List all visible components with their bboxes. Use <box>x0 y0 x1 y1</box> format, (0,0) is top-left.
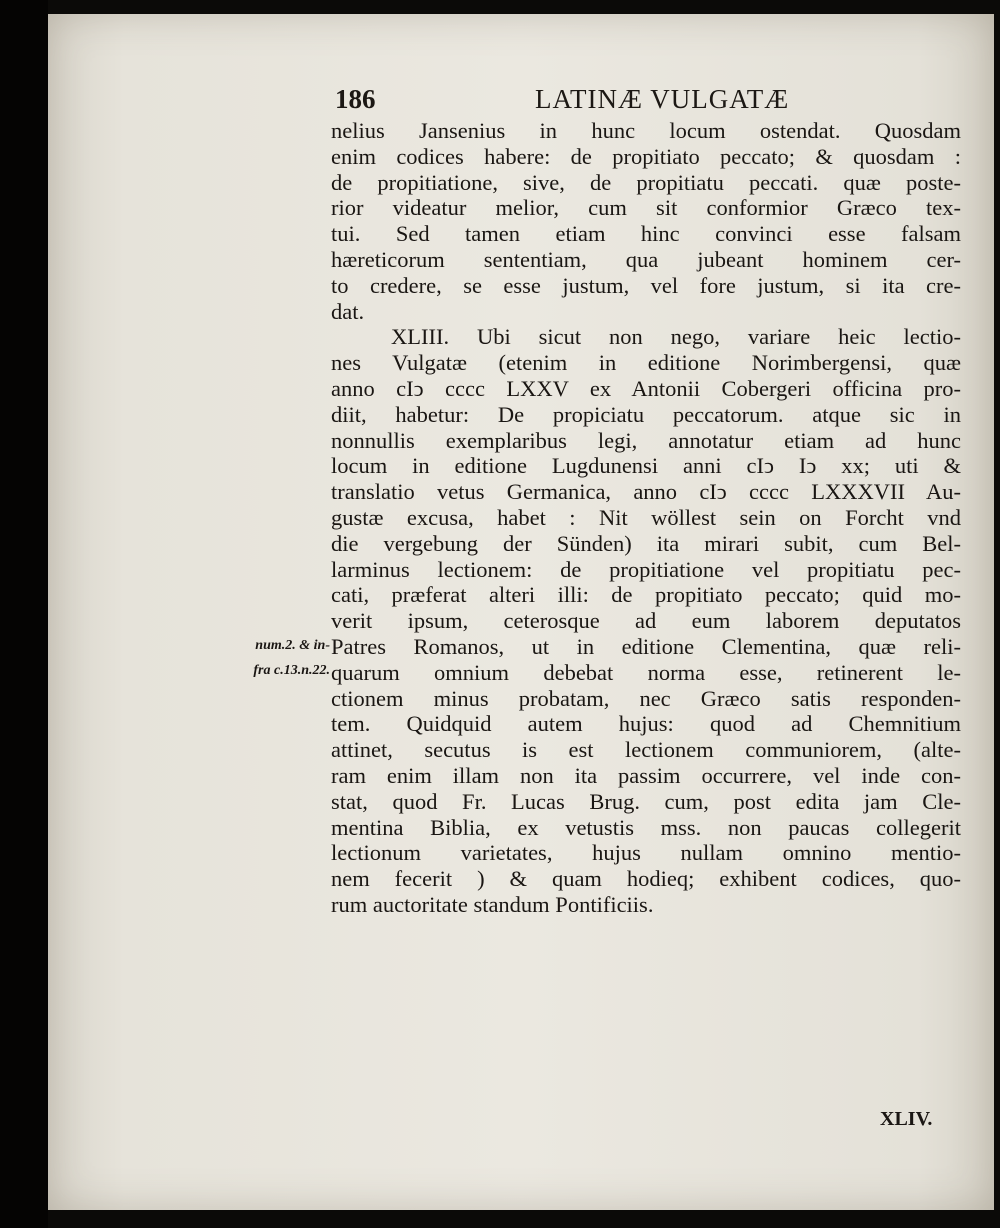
margin-note <box>200 633 330 683</box>
margin-note-line: num.2. & in- <box>255 638 330 653</box>
text-line: nem fecerit ) & quam hodieq; exhibent codices, quo- <box>331 866 961 892</box>
text-line: cati, præferat alteri illi: de propitiato peccato; quid mo- <box>331 582 961 608</box>
text-line: XLIII. Ubi sicut non nego, variare heic lectio- <box>391 324 961 350</box>
page-header <box>335 80 955 120</box>
text-line: translatio vetus Germanica, anno cIↄ cccc LXXXVII Au- <box>331 479 961 505</box>
page-number: 186 <box>335 84 376 114</box>
text-line: nonnullis exemplaribus legi, annotatur etiam ad hunc <box>331 427 961 453</box>
running-title: LATINÆ VULGATÆ <box>535 84 790 114</box>
text-line: lectionum varietates, hujus nullam omnino mentio- <box>331 840 961 866</box>
text-line: hæreticorum sententiam, qua jubeant hominem cer- <box>331 246 961 272</box>
text-line: gustæ excusa, habet : Nit wöllest sein on Forcht vnd <box>331 504 961 530</box>
text-line: quarum omnium debebat norma esse, retinerent le- <box>331 659 961 685</box>
text-line: tui. Sed tamen etiam hinc convinci esse falsam <box>331 221 961 247</box>
text-line: larminus lectionem: de propitiatione vel propitiatu pec- <box>331 556 961 582</box>
book-gutter <box>0 0 48 1228</box>
text-line: ram enim illam non ita passim occurrere, vel inde con- <box>331 762 961 788</box>
text-line: verit ipsum, ceterosque ad eum laborem deputatos <box>331 608 961 634</box>
text-line: de propitiatione, sive, de propitiatu peccati. quæ poste- <box>331 169 961 195</box>
text-line: stat, quod Fr. Lucas Brug. cum, post edita jam Cle- <box>331 788 961 814</box>
text-line: nelius Jansenius in hunc locum ostendat. Quosdam <box>331 118 961 143</box>
text-line: locum in editione Lugdunensi anni cIↄ Iↄ xx; uti & <box>331 453 961 479</box>
text-line: diit, habetur: De propiciatu peccatorum. atque sic in <box>331 401 961 427</box>
text-line: tem. Quidquid autem hujus: quod ad Chemnitium <box>331 711 961 737</box>
catchword: XLIV. <box>880 1108 933 1130</box>
text-line: rum auctoritate standum Pontificiis. <box>331 891 654 917</box>
text-line: Patres Romanos, ut in editione Clementina, quæ reli- <box>331 633 961 659</box>
text-line: rior videatur melior, cum sit conformior Græco tex- <box>331 195 961 221</box>
text-line: die vergebung der Sünden) ita mirari subit, cum Bel- <box>331 530 961 556</box>
text-line: nes Vulgatæ (etenim in editione Norimbergensi, quæ <box>331 350 961 376</box>
text-line: enim codices habere: de propitiato peccato; & quosdam : <box>331 143 961 169</box>
margin-note-line: fra c.13.n.22. <box>253 663 330 678</box>
body-text <box>331 118 961 918</box>
text-line: ctionem minus probatam, nec Græco satis responden- <box>331 685 961 711</box>
text-line: dat. <box>331 298 365 324</box>
text-line: mentina Biblia, ex vetustis mss. non paucas collegerit <box>331 814 961 840</box>
text-line: to credere, se esse justum, vel fore justum, si ita cre- <box>331 272 961 298</box>
text-line: anno cIↄ cccc LXXV ex Antonii Cobergeri officina pro- <box>331 375 961 401</box>
text-line: attinet, secutus is est lectionem communiorem, (alte- <box>331 737 961 763</box>
